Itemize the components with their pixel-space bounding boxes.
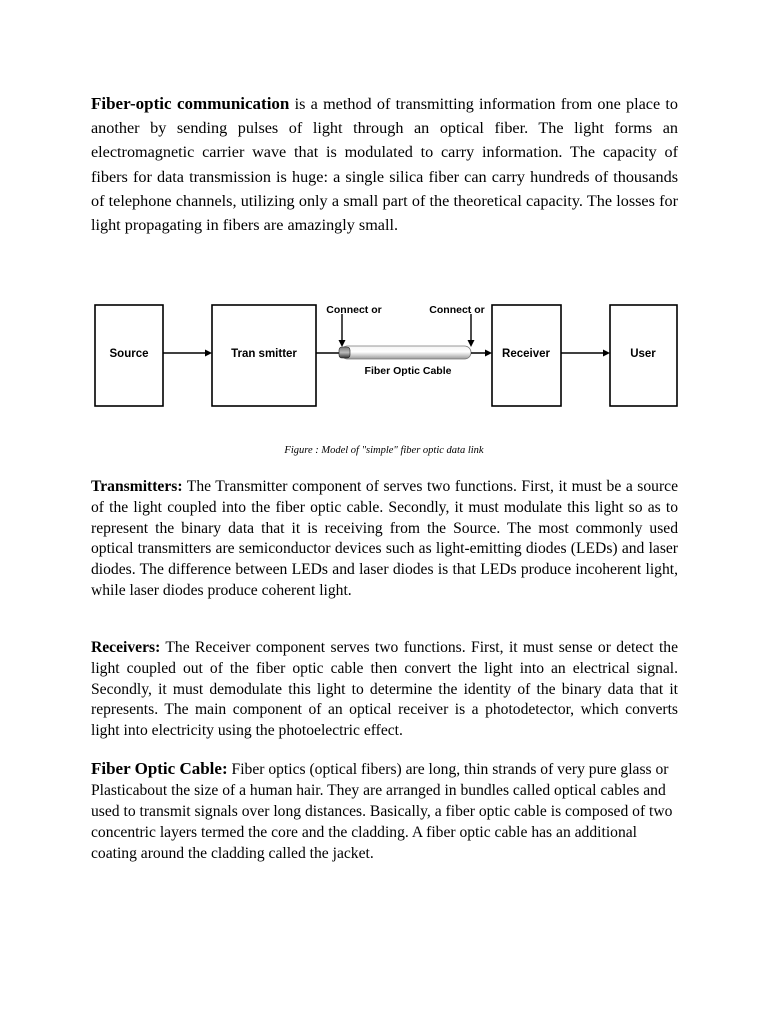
transmitters-lead: Transmitters: bbox=[91, 478, 183, 495]
arrow-head-source bbox=[205, 350, 212, 357]
connector-right-label: Connect or bbox=[429, 304, 485, 316]
fiber-link-diagram bbox=[88, 296, 684, 414]
transmitters-text: The Transmitter component of serves two functions. First, it must be a source of the light coupled into the fiber optic cable. Secondly, it must modulate this light so as to represent the binary data that it is receiving from the Source. The most commonly used optical transmitters are semiconductor devices such as light-emitting diodes (LEDs) and laser diodes. The difference between LEDs and laser diodes is that LEDs produce incoherent light, while laser diodes produce coherent light. bbox=[91, 478, 678, 599]
cable-label: Fiber Optic Cable bbox=[364, 365, 452, 377]
cable-connector-left bbox=[339, 347, 350, 358]
intro-lead: Fiber-optic communication bbox=[91, 94, 290, 113]
fiber-cable-lead: Fiber Optic Cable: bbox=[91, 759, 228, 778]
fiber-cable-text: Fiber optics (optical fibers) are long, thin strands of very pure glass or Plasticabout the size of a human hair. They are arranged in bundles called optical cables and used to transmit signals over long distances. Basically, a fiber optic cable is composed of two concentric layers termed the core and the cladding. A fiber optic cable has an additional coating around the cladding called the jacket. bbox=[91, 761, 673, 862]
transmitter-label: Tran smitter bbox=[231, 348, 297, 360]
connector-right-pointer-head bbox=[468, 340, 475, 347]
figure-caption: Figure : Model of "simple" fiber optic data link bbox=[284, 445, 484, 456]
transmitters-paragraph bbox=[91, 477, 678, 602]
connector-left-label: Connect or bbox=[326, 304, 382, 316]
receivers-paragraph bbox=[91, 638, 678, 742]
arrow-head-receiver bbox=[485, 350, 492, 357]
source-label: Source bbox=[109, 348, 149, 360]
connector-left-pointer-head bbox=[339, 340, 346, 347]
receivers-lead: Receivers: bbox=[91, 639, 161, 656]
receiver-label: Receiver bbox=[502, 348, 550, 360]
receivers-text: The Receiver component serves two functions. First, it must sense or detect the light coupled out of the fiber optic cable then convert the light into an electrical signal. Secondly, it must demodulate this light to determine the identity of the binary data that it represents. The main component of an optical receiver is a photodetector, which converts light into electricity using the photoelectric effect. bbox=[91, 639, 678, 740]
intro-text: is a method of transmitting information from one place to another by sending pulses of light through an optical fiber. The light forms an electromagnetic carrier wave that is modulated to carry information. The capacity of fibers for data transmission is huge: a single silica fiber can carry hundreds of thousands of telephone channels, utilizing only a small part of the theoretical capacity. The losses for light propagating in fibers are amazingly small. bbox=[91, 95, 678, 235]
fiber-optic-cable bbox=[341, 346, 471, 359]
intro-paragraph bbox=[91, 92, 678, 237]
user-label: User bbox=[630, 348, 656, 360]
fiber-cable-paragraph bbox=[91, 758, 678, 864]
arrow-head-user bbox=[603, 350, 610, 357]
